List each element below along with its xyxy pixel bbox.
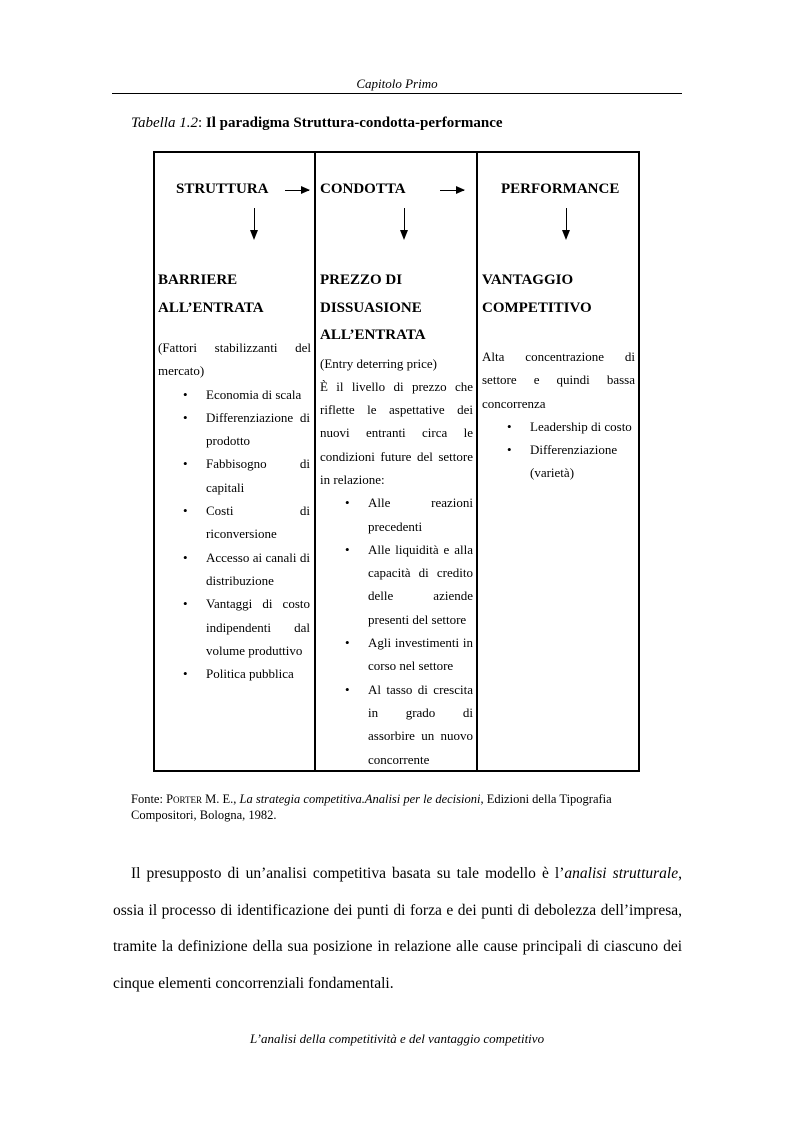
- arrow-down-icon: [404, 208, 405, 238]
- column-divider-1: [314, 151, 316, 772]
- caption-separator: :: [197, 115, 206, 131]
- list-item: • Vantaggi di costo indipendenti dal volume produttivo: [206, 592, 310, 662]
- header-performance: PERFORMANCE: [501, 181, 620, 197]
- column-description: (Fattori stabilizzanti del mercato): [158, 340, 311, 379]
- arrow-right-icon: [440, 190, 464, 191]
- arrow-right-icon: [285, 190, 309, 191]
- column-description: È il livello di prezzo che riflette le aspettative dei nuovi entranti circa le condizioni future del settore in relazione:: [320, 378, 473, 487]
- table-source: Fonte: Porter M. E., La strategia competitiva.Analisi per le decisioni, Edizioni della Tipografia Compositori, Bologna, 1982.: [131, 792, 612, 822]
- bullet-list: [530, 415, 635, 485]
- list-item: • Fabbisogno di capitali: [206, 452, 310, 499]
- bullet-list: [206, 383, 310, 686]
- table-label: Tabella 1.2: [131, 115, 198, 131]
- list-item: • Differenziazione di prodotto: [206, 406, 310, 453]
- arrow-down-icon: [566, 208, 567, 238]
- column-description: Alta concentrazione di settore e quindi bassa concorrenza: [482, 349, 635, 411]
- header-rule: [112, 93, 682, 94]
- list-item: • Politica pubblica: [206, 662, 310, 685]
- list-item: • Costi di riconversione: [206, 499, 310, 546]
- running-footer: L’analisi della competitività e del vantaggio competitivo: [249, 1031, 545, 1046]
- header-struttura: STRUTTURA: [176, 181, 269, 197]
- list-item: • Al tasso di crescita in grado di assorbire un nuovo concorrente: [368, 678, 473, 771]
- emphasis: analisi strutturale: [564, 865, 679, 882]
- list-item: • Differenziazione (varietà): [530, 438, 635, 485]
- table-title: Il paradigma Struttura-condotta-performance: [205, 115, 503, 131]
- body-paragraph: Il presupposto di un’analisi competitiva basata su tale modello è l’analisi strutturale, ossia il processo di identificazione dei punti di forza e dei punti di debolezza dell’impresa, tramite la definizione della sua posizione in relazione alle cause principali di ciascuno dei cinque elementi concorrenziali fondamentali.: [113, 865, 682, 992]
- source-author: Porter: [166, 792, 202, 806]
- column-condotta: [320, 267, 473, 771]
- table-caption: [131, 115, 503, 132]
- column-struttura: [158, 267, 311, 685]
- running-header: Capitolo Primo: [356, 76, 438, 91]
- list-item: • Economia di scala: [206, 383, 310, 406]
- list-item: • Leadership di costo: [530, 415, 635, 438]
- list-item: • Agli investimenti in corso nel settore: [368, 631, 473, 678]
- header-condotta: CONDOTTA: [320, 181, 406, 197]
- column-title: BARRIERE ALL’ENTRATA: [158, 272, 264, 316]
- source-book-title: La strategia competitiva.Analisi per le decisioni: [239, 792, 481, 806]
- list-item: • Alle liquidità e alla capacità di credito delle aziende presenti del settore: [368, 538, 473, 631]
- list-item: • Alle reazioni precedenti: [368, 491, 473, 538]
- column-divider-2: [476, 151, 478, 772]
- column-performance: [482, 267, 635, 485]
- bullet-list: [368, 491, 473, 771]
- arrow-down-icon: [254, 208, 255, 238]
- column-title: VANTAGGIO COMPETITIVO: [482, 272, 592, 316]
- column-subtitle: (Entry deterring price): [320, 355, 437, 371]
- column-title: PREZZO DI DISSUASIONE ALL’ENTRATA: [320, 272, 426, 343]
- list-item: • Accesso ai canali di distribuzione: [206, 546, 310, 593]
